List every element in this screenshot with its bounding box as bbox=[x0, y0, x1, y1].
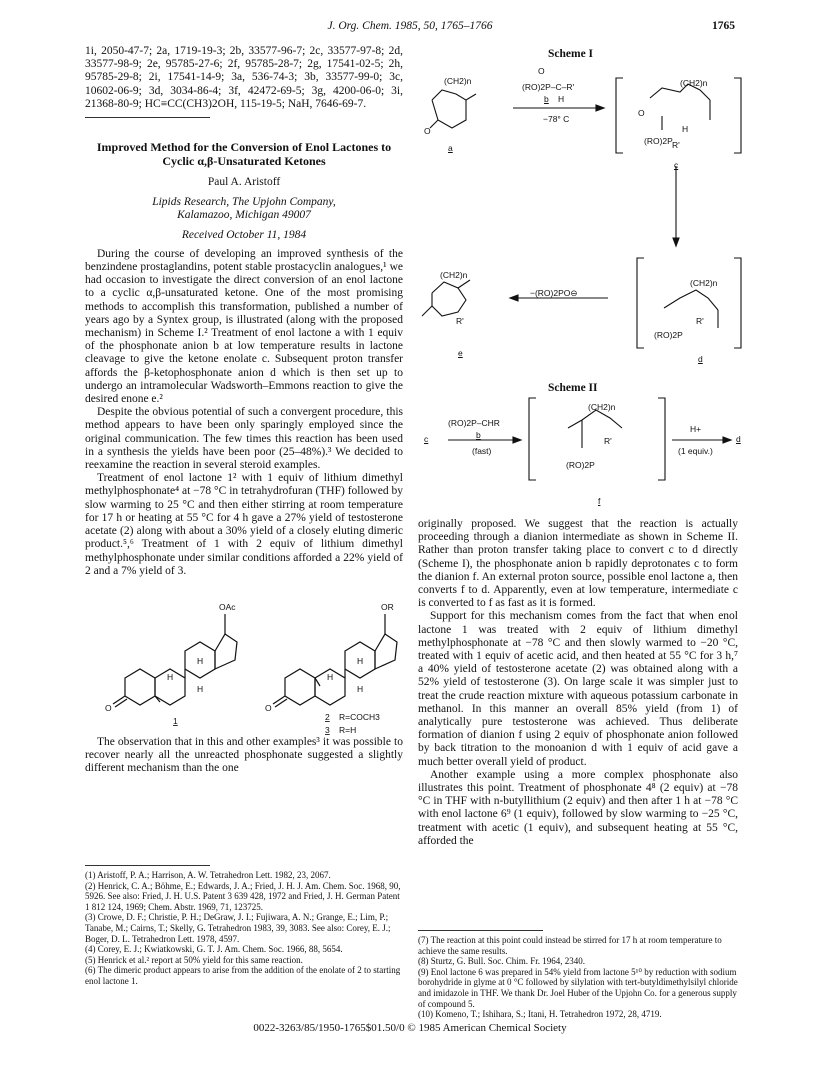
h-label: H bbox=[357, 683, 364, 694]
label-b: b bbox=[544, 94, 549, 104]
footnote: (10) Komeno, T.; Ishihara, S.; Itani, H. Tetrahedron 1972, 28, 4719. bbox=[418, 1009, 662, 1020]
lactone-a-ring bbox=[432, 90, 466, 128]
footnote: (8) Sturtz, G. Bull. Soc. Chim. Fr. 1964, 2340. bbox=[418, 956, 586, 967]
reagent-b-oxygen: O bbox=[538, 66, 545, 76]
carbonyl-o-2: O bbox=[265, 702, 272, 713]
r-h-label: R=H bbox=[339, 724, 357, 735]
steroid-structures-drawing bbox=[85, 578, 403, 736]
h-label: H bbox=[327, 671, 334, 682]
compound-3-label: 3 bbox=[325, 724, 330, 735]
reaction-schemes bbox=[418, 48, 748, 513]
registry-numbers: 1i, 2050-47-7; 2a, 1719-19-3; 2b, 33577-96-7; 2c, 33577-97-8; 2d, 33577-98-9; 2e, 95785-27-6; 2f, 95785-28-7; 2g, 17541-02-5; 2h, 95785-29-8; 2i, 17541-14-9; 3a, 536-74-3; 3b, 33577-99-0; 3c, 10602-06-9; 3d, 3034-86-4; 3f, 42472-69-5; 3g, 4200-06-0; 3i, 21368-80-9; HC≡CC(CH3)2OH, 115-19-5; NaH, 7646-69-7. bbox=[85, 45, 403, 110]
running-header bbox=[85, 20, 735, 36]
label-a: a bbox=[448, 143, 453, 153]
ro2p-d: (RO)2P bbox=[654, 330, 683, 340]
left-footnotes bbox=[85, 865, 403, 987]
or-label: OR bbox=[381, 601, 394, 612]
label-d-2: d bbox=[736, 434, 741, 444]
steroid-structures-figure bbox=[85, 578, 403, 736]
footnote-divider bbox=[418, 930, 543, 931]
ch2n-a: (CH2)n bbox=[444, 76, 472, 86]
ch2n-e: (CH2)n bbox=[440, 270, 468, 280]
footnote: (3) Crowe, D. F.; Christie, P. H.; DeGraw, J. I.; Fujiwara, A. N.; Grange, E.; Lim, P.; Tanabe, M.; Cairns, T.; Skelly, G. Tetrahedron 1983, 39, 3083. See also: Corey, E. J.; Boger, D. L. Tetrahedron Lett. 1978, 4597. bbox=[85, 912, 391, 944]
ring-a bbox=[125, 669, 155, 705]
paragraph: originally proposed. We suggest that the reaction is actually proceeding through a dianion intermediate as shown in Scheme II. Rather than proton transfer taking place to convert c to d directly (Scheme I), the phosphonate anion b rapidly deprotonates c to form the dianion f. An external proton source, possible enol lactone a, then converts f to d. Apparently, even at low temperature, intermediate c is converted to f as fast as it is formed. bbox=[418, 518, 738, 610]
journal-citation: J. Org. Chem. 1985, 50, 1765–1766 bbox=[327, 20, 493, 32]
footnote: (5) Henrick et al.² report at 50% yield for this same reaction. bbox=[85, 954, 303, 965]
ch2n-d: (CH2)n bbox=[690, 278, 718, 288]
paragraph: Treatment of enol lactone 1² with 1 equiv of lithium dimethyl methylphosphonate⁴ at −78 °C in tetrahydrofuran (THF) followed by slow warming to 25 °C and then either stirring at room temperature for 17 h or heating at 55 °C for 4 h gave a 27% yield of testosterone acetate (2) along with about a 30% yield of a closely eluting dimeric product.⁵,⁶ Treatment of 1 with 2 equiv of lithium dimethyl methylphosphonate under similar conditions afforded a 22% yield of 2 and a 7% yield of 3. bbox=[85, 472, 403, 577]
footnote: (7) The reaction at this point could instead be stirred for 17 h at room temperature to achieve the same results. bbox=[418, 935, 722, 956]
ro2p-c: (RO)2P bbox=[644, 136, 673, 146]
left-column bbox=[85, 45, 403, 776]
o-c: O bbox=[638, 108, 645, 118]
label-f: f bbox=[598, 496, 601, 506]
r-coch3-label: R=COCH3 bbox=[339, 711, 380, 722]
h-label: H bbox=[357, 655, 364, 666]
paragraph: Despite the obvious potential of such a convergent procedure, this method appears to have been only sparingly employed since the original communication. The few times this reaction has been used in a synthesis the yields have been poor (25–48%).³ We decided to reexamine the reaction in several steroid examples. bbox=[85, 406, 403, 472]
paragraph: During the course of developing an improved synthesis of the benzindene prostaglandins, potent stable prostacyclin analogues,¹ we had occasion to investigate the direct conversion of an enol lactone to a cyclic α,β-unsaturated ketone. One of the most promising methods to accomplish this transformation, published a number of years ago by a Syntex group, is illustrated (along with the proposed mechanism) in Scheme I.² Treatment of enol lactone a with 1 equiv of the phosphonate anion b at low temperature results in lactone cleavage to give the ketone enolate c. Subsequent proton transfer affords the β-ketophosphonate anion d which is then set up to undergo an intramolecular Wadsworth–Emmons reaction to give the desired enone e.² bbox=[85, 247, 403, 406]
proton-label: H+ bbox=[690, 424, 702, 434]
copyright-footer: 0022-3263/85/1950-1765$01.50/0 © 1985 American Chemical Society bbox=[253, 1022, 567, 1034]
footnote: (9) Enol lactone 6 was prepared in 54% yield from lactone 5¹⁰ by reduction with sodium borohydride in glyme at 0 °C followed by silylation with tert-butyldimethylsilyl chloride and imidazole in THF. We thank Dr. Joel Huber of the Upjohn Co. for a generous supply of compound 5. bbox=[418, 966, 738, 1009]
paragraph: Support for this mechanism comes from the fact that when enol lactone 1 was treated with 2 equiv of lithium dimethyl methylphosphonate at −78 °C and then slowly warmed to −20 °C, treated with 1 equiv of acetic acid, and then heated at 55 °C for 3 h,⁷ a 40% yield of testosterone acetate (2) was obtained along with a 52% yield of testosterone (3). On large scale it was simpler just to treat the crude reaction mixture with aqueous potassium carbonate in methanol. In this manner an overall 85% yield (from 1) of analytically pure testosterone was achieved. Thus deliberate formation of dianion f using 2 equiv of phosphonate anion followed by back titration to the monoanion d with 1 equiv of acid gave a much better overall yield of product. bbox=[418, 610, 738, 768]
h-label: H bbox=[197, 683, 204, 694]
ch2n-f: (CH2)n bbox=[588, 402, 616, 412]
o-a: O bbox=[424, 126, 431, 136]
footnote: (4) Corey, E. J.; Kwiatkowski, G. T. J. Am. Chem. Soc. 1966, 88, 5654. bbox=[85, 944, 343, 955]
reagent-b: (RO)2P–C–R' bbox=[522, 82, 575, 92]
label-e: e bbox=[458, 348, 463, 358]
affiliation-line-1: Lipids Research, The Upjohn Company, bbox=[152, 196, 336, 209]
label-c-2: c bbox=[424, 434, 429, 444]
paragraph: The observation that in this and other examples³ it was possible to recover nearly all the unreacted phosphonate suggested a slightly different mechanism than the one bbox=[85, 735, 403, 775]
received-date: Received October 11, 1984 bbox=[181, 228, 307, 241]
footnote: (2) Henrick, C. A.; Böhme, E.; Edwards, J. A.; Fried, J. H. J. Am. Chem. Soc. 1968, 90, 5926. See also: Fried, J. H. U.S. Patent 3 639 428, 1972 and Fried, J. H. German Patent 1 812 124, 1969; Chem. Abstr. 1969, 71, 123725. bbox=[85, 880, 401, 912]
oac-label: OAc bbox=[219, 601, 236, 612]
h-label: H bbox=[167, 671, 174, 682]
paragraph: Another example using a more complex phosphonate also illustrates this point. Treatment of phosphonate 4⁸ (2 equiv) at −78 °C in THF with n-butyllithium (2 equiv) and then after 1 h at −78 °C with enol lactone 6⁹ (1 equiv), followed by slow warming to −25 °C, treatment with acetic (1 equiv), and subsequent heating at 55 °C, afforded the bbox=[418, 768, 738, 847]
footnote-divider bbox=[85, 865, 210, 866]
author: Paul A. Aristoff bbox=[207, 176, 281, 189]
fast-label: (fast) bbox=[472, 446, 492, 456]
page-number: 1765 bbox=[712, 20, 735, 32]
ch2n-c: (CH2)n bbox=[680, 78, 708, 88]
scheme-2-reagent: (RO)2P–CHR bbox=[448, 418, 500, 428]
h-label: H bbox=[197, 655, 204, 666]
label-d: d bbox=[698, 354, 703, 364]
footnote: (6) The dimeric product appears to arise from the addition of the enolate of 2 to starting enol lactone 1. bbox=[85, 965, 401, 986]
right-footnotes bbox=[418, 930, 740, 1020]
rprime-f: R' bbox=[604, 436, 612, 446]
rprime-c: R' bbox=[672, 140, 680, 150]
temperature: −78° C bbox=[543, 114, 570, 124]
rprime-e: R' bbox=[456, 316, 464, 326]
rprime-d: R' bbox=[696, 316, 704, 326]
divider bbox=[85, 117, 210, 118]
scheme-1-title: Scheme I bbox=[548, 48, 594, 60]
h-c: H bbox=[682, 124, 689, 134]
footnote: (1) Aristoff, P. A.; Harrison, A. W. Tetrahedron Lett. 1982, 23, 2067. bbox=[85, 870, 331, 880]
elimination-byproduct: −(RO)2PO⊖ bbox=[530, 288, 578, 298]
one-equiv-label: (1 equiv.) bbox=[678, 446, 713, 456]
article-title: Improved Method for the Conversion of Enol Lactones to Cyclic α,β-Unsaturated Ketones bbox=[96, 140, 392, 169]
ro2p-f: (RO)2P bbox=[566, 460, 595, 470]
right-column bbox=[418, 518, 738, 848]
compound-1-label: 1 bbox=[173, 715, 178, 726]
affiliation-line-2: Kalamazoo, Michigan 49007 bbox=[177, 209, 311, 222]
scheme-2-title: Scheme II bbox=[548, 382, 598, 394]
carbonyl-o-1: O bbox=[105, 702, 112, 713]
label-b-2: b bbox=[476, 430, 481, 440]
ring-d-1 bbox=[215, 634, 237, 669]
reagent-b-h: H bbox=[558, 94, 565, 104]
compound-2-label: 2 bbox=[325, 711, 330, 722]
label-c: c bbox=[674, 160, 679, 170]
